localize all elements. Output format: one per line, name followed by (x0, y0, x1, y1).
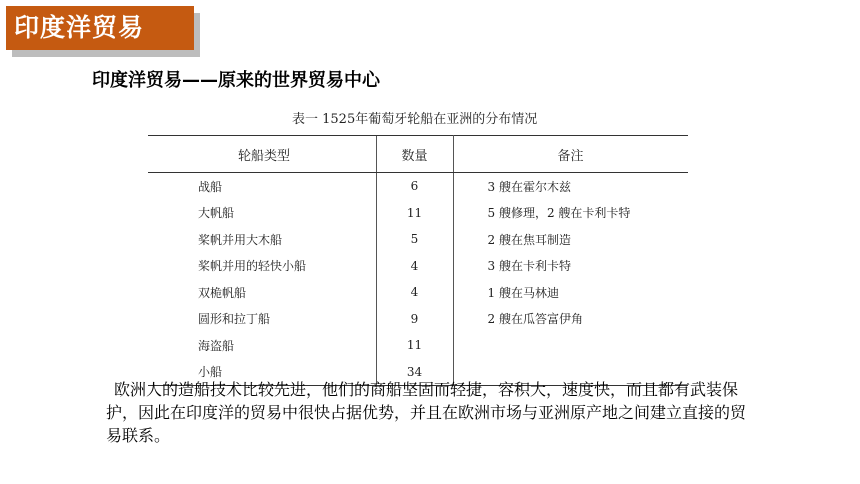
notes-cell: 5 艘修理，2 艘在卡利卡特 (487, 206, 631, 221)
notes-cell: 3 艘在卡利卡特 (487, 259, 571, 274)
table-row (148, 332, 688, 359)
header-count: 数量 (376, 136, 453, 173)
table-row (148, 226, 688, 253)
count-cell: 11 (376, 332, 453, 359)
count-cell: 4 (376, 279, 453, 306)
table-row (148, 306, 688, 333)
table-header-row (148, 136, 688, 173)
ship-type-cell: 小船 (148, 359, 376, 386)
ship-type-cell: 海盗船 (198, 338, 235, 353)
section-heading: 印度洋贸易——原来的世界贸易中心 (92, 70, 380, 91)
ship-distribution-table (148, 135, 688, 386)
table-caption: 表一 1525年葡萄牙轮船在亚洲的分布情况 (292, 112, 538, 127)
count-cell: 6 (376, 173, 453, 200)
table-row (148, 279, 688, 306)
slide-title: 印度洋贸易 (6, 6, 194, 50)
ship-type-cell: 双桅帆船 (198, 285, 247, 300)
notes-cell: 1 艘在马林迪 (487, 285, 559, 300)
header-ship-type: 轮船类型 (148, 136, 376, 173)
notes-cell: 2 艘在瓜答富伊角 (487, 312, 583, 327)
header-notes: 备注 (453, 136, 688, 173)
notes-cell: 3 艘在霍尔木兹 (487, 179, 571, 194)
ship-type-cell: 桨帆并用大木船 (198, 232, 283, 247)
count-cell: 9 (376, 306, 453, 333)
table-row (148, 200, 688, 227)
count-cell: 5 (376, 226, 453, 253)
body-paragraph: 欧洲人的造船技术比较先进，他们的商船坚固而轻捷，容积大，速度快，而且都有武装保护，因此在印度洋的贸易中很快占据优势，并且在欧洲市场与亚洲原产地之间建立直接的贸易联系。 (106, 380, 747, 445)
ship-type-cell: 圆形和拉丁船 (198, 312, 271, 327)
count-cell: 34 (376, 359, 453, 386)
table-row (148, 173, 688, 200)
table-row (148, 253, 688, 280)
notes-cell (453, 332, 688, 359)
ship-type-cell: 战船 (198, 179, 223, 194)
ship-type-cell: 大帆船 (198, 206, 235, 221)
count-cell: 11 (376, 200, 453, 227)
ship-type-cell: 桨帆并用的轻快小船 (198, 259, 307, 274)
notes-cell: 2 艘在焦耳制造 (487, 232, 571, 247)
count-cell: 4 (376, 253, 453, 280)
